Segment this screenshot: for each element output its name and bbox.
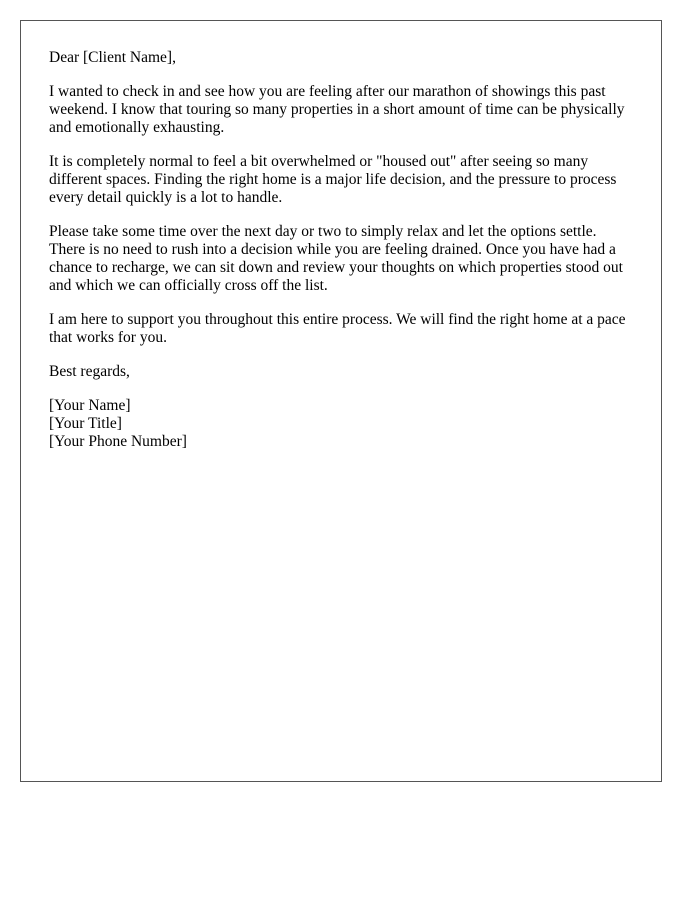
body-paragraph-2: It is completely normal to feel a bit overwhelmed or "housed out" after seeing so many different spaces. Finding the right home is a major life decision, and the pressure to process every detail quickly is a lot to handle. [49,153,617,206]
salutation: Dear [Client Name], [49,49,176,66]
letter-page [20,20,662,782]
body-paragraph-1: I wanted to check in and see how you are feeling after our marathon of showings this past weekend. I know that touring so many properties in a short amount of time can be physically and emotionally exhausting. [49,83,625,136]
closing: Best regards, [49,363,130,380]
signature-block [49,397,633,451]
body-paragraph-3: Please take some time over the next day or two to simply relax and let the options settle. There is no need to rush into a decision while you are feeling drained. Once you have had a chance to recharge, we can sit down and review your thoughts on which properties stood out and which we can officially cross off the list. [49,223,623,294]
body-paragraph-4: I am here to support you throughout this entire process. We will find the right home at a pace that works for you. [49,311,626,346]
signature-phone: [Your Phone Number] [49,433,187,450]
signature-name: [Your Name] [49,397,131,414]
signature-title: [Your Title] [49,415,122,432]
